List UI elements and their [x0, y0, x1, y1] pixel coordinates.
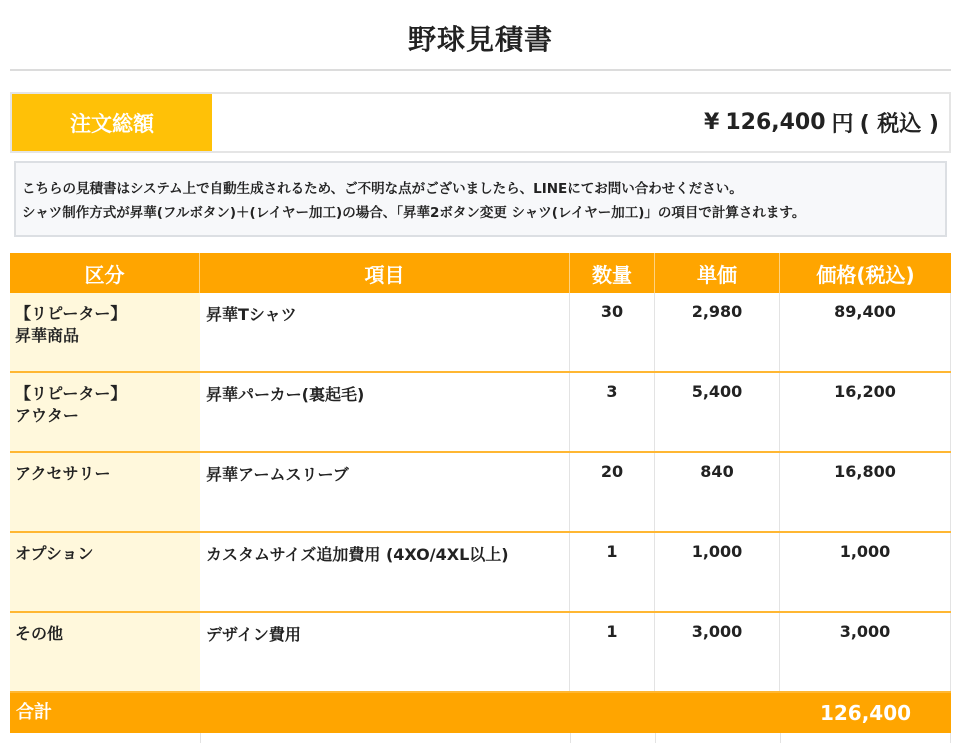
row-item: 昇華パーカー(裏起毛) [200, 373, 570, 451]
header-category: 区分 [10, 253, 200, 293]
row-category [10, 533, 200, 611]
header-quantity: 数量 [570, 253, 655, 293]
notice-box [14, 161, 947, 237]
category-line-1: アクセサリー [15, 464, 111, 483]
order-total-box [10, 92, 951, 153]
header-unit-price: 単価 [655, 253, 780, 293]
row-item: カスタムサイズ追加費用 (4XO/4XL以上) [200, 533, 570, 611]
page-title: 野球見積書 [407, 23, 553, 56]
row-item: 昇華Tシャツ [200, 293, 570, 371]
row-quantity: 30 [570, 293, 655, 371]
row-unit-price: 5,400 [655, 373, 780, 451]
table-row [10, 453, 951, 533]
estimate-table [10, 253, 951, 743]
row-item: デザイン費用 [200, 613, 570, 691]
total-amount: 126,400 [725, 110, 826, 135]
category-line-2: アウター [15, 406, 79, 425]
category-line-1: 【リピーター】 [15, 384, 127, 403]
column-divider [570, 733, 571, 743]
row-category [10, 453, 200, 531]
header-price: 価格(税込) [816, 262, 915, 287]
header-item: 項目 [200, 253, 570, 293]
row-unit-price: 1,000 [655, 533, 780, 611]
column-divider [655, 733, 656, 743]
row-quantity: 20 [570, 453, 655, 531]
category-line-1: 【リピーター】 [15, 304, 127, 323]
table-row [10, 613, 951, 693]
row-unit-price: 3,000 [655, 613, 780, 691]
category-line-1: その他 [15, 624, 64, 643]
row-unit-price: 2,980 [655, 293, 780, 371]
table-header [10, 253, 951, 293]
notice-line-1: こちらの見積書はシステム上で自動生成されるため、ご不明な点がございましたら、LINEにてお問い合わせください。 [22, 181, 743, 197]
table-row [10, 373, 951, 453]
total-row-value: 126,400 [819, 701, 912, 725]
column-divider [950, 733, 951, 743]
total-row [10, 693, 951, 733]
total-unit: 円 [831, 112, 854, 137]
row-category [10, 293, 200, 371]
row-quantity: 3 [570, 373, 655, 451]
column-divider [780, 733, 781, 743]
row-price: 16,200 [780, 373, 951, 451]
notice-line-2: シャツ制作方式が昇華(フルボタン)＋(レイヤー加工)の場合、「昇華2ボタン変更 シャツ(レイヤー加工)」の項目で計算されます。 [22, 205, 806, 221]
category-line-2: 昇華商品 [15, 326, 80, 345]
row-category [10, 613, 200, 691]
column-divider [200, 733, 201, 743]
row-item: 昇華アームスリーブ [200, 453, 570, 531]
row-unit-price: 840 [655, 453, 780, 531]
currency-symbol: ¥ [704, 110, 720, 135]
row-price: 89,400 [780, 293, 951, 371]
tax-note: ( 税込 ) [859, 112, 939, 137]
category-line-1: オプション [15, 544, 94, 563]
table-row [10, 293, 951, 373]
order-total-value [212, 94, 949, 151]
row-quantity: 1 [570, 533, 655, 611]
row-price: 16,800 [780, 453, 951, 531]
order-total-label: 注文総額 [12, 94, 212, 151]
table-row [10, 533, 951, 613]
total-row-label: 合計 [16, 702, 52, 723]
row-quantity: 1 [570, 613, 655, 691]
row-price: 3,000 [780, 613, 951, 691]
row-price: 1,000 [780, 533, 951, 611]
title-divider [10, 69, 951, 71]
row-category [10, 373, 200, 451]
table-bottom-edge [10, 733, 951, 743]
